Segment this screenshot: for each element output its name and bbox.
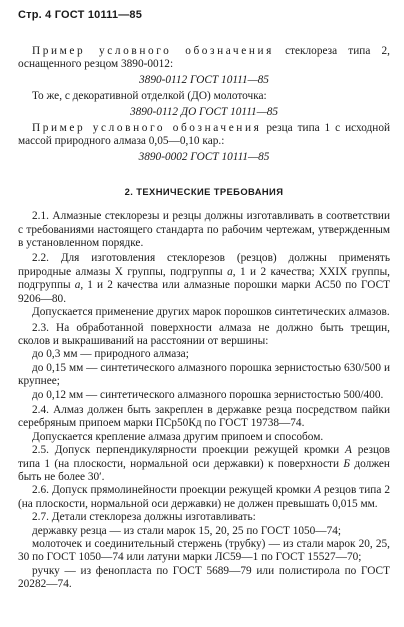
surface-label-b: Б [343, 457, 351, 470]
edge-label-a-2: А [314, 484, 321, 497]
paragraph-2-7-item-1: державку резца — из стали марок 15, 20, 25 по ГОСТ 1050—74; [32, 524, 342, 537]
paragraph-2-2-part-b: , 1 и 2 качества; XXIX группы, подгруппы [18, 265, 390, 292]
paragraph-2-3-item-2: до 0,15 мм — синтетического алмазного порошка зернистостью 630/500 и крупнее; [18, 361, 390, 388]
edge-label-a: А [345, 444, 352, 457]
section-title: 2. ТЕХНИЧЕСКИЕ ТРЕБОВАНИЯ [124, 186, 284, 198]
paragraph-2-7-item-3: ручку — из фенопласта по ГОСТ 5689—79 или полистирола по ГОСТ 20282—74. [18, 564, 390, 591]
paragraph-2-6-part-a: 2.6. Допуск прямолинейности проекции режущей кромки [32, 484, 315, 497]
example-3-text: Пример условного обозначения резца типа 1 с исходной массой природного алмаза 0,05—0,10 кар.: [18, 122, 391, 148]
example-1-text: Пример условного обозначения стеклореза типа 2, оснащенного резцом 3890-0012: [18, 45, 390, 71]
paragraph-2-7: 2.7. Детали стеклореза должны изготавливать: [32, 511, 256, 524]
example-3-formula: 3890-0002 ГОСТ 10111—85 [138, 150, 270, 163]
subgroup-a-1: а [227, 265, 233, 278]
example-1-formula: 3890-0112 ГОСТ 10111—85 [139, 73, 269, 86]
example-2-text: То же, с декоративной отделкой (ДО) молоточка: [32, 90, 267, 103]
paragraph-2-2-part-c: , 1 и 2 качества или алмазные порошки марки АС50 по ГОСТ 9206—80. [18, 279, 391, 305]
paragraph-2-6 [18, 484, 390, 511]
paragraph-2-5 [18, 444, 390, 484]
paragraph-2-4: 2.4. Алмаз должен быть закреплен в державке резца посредством пайки серебряным припоем марки ПСр50Кд по ГОСТ 19738—74. [18, 403, 390, 430]
paragraph-2-2-note: Допускается применение других марок порошков синтетических алмазов. [32, 306, 390, 319]
paragraph-2-5-part-c: должен быть не более 30′. [18, 457, 390, 483]
paragraph-2-3-item-1: до 0,3 мм — природного алмаза; [32, 348, 189, 361]
subgroup-a-2: а [74, 279, 81, 292]
paragraph-2-4-note: Допускается крепление алмаза другим припоем и способом. [32, 430, 324, 443]
paragraph-2-2-part-a: 2.2. Для изготовления стеклорезов (резцов) должны применять природные алмазы X группы, подгруппы [18, 252, 390, 278]
paragraph-2-3-item-3: до 0,12 мм — синтетического алмазного порошка зернистостью 500/400. [32, 388, 384, 401]
example-1-label: Пример условного обозначения [32, 45, 274, 57]
paragraph-2-5-part-a: 2.5. Допуск перпендикулярности проекции режущей кромки [32, 444, 346, 457]
paragraph-2-6-part-b: резцов типа 2 (на плоскости, нормальной оси державки) не должен превышать 0,015 мм. [18, 484, 390, 510]
paragraph-2-7-item-2: молоточек и соединительный стержень (трубку) — из стали марок 20, 25, 30 по ГОСТ 1050—74 или латуни марки ЛС59—1 по ГОСТ 15527—70; [18, 538, 390, 564]
example-3-label: Пример условного обозначения [32, 122, 262, 135]
page-header: Стр. 4 ГОСТ 10111—85 [18, 9, 143, 21]
example-2-formula: 3890-0112 ДО ГОСТ 10111—85 [129, 105, 279, 118]
paragraph-2-2 [18, 252, 390, 306]
paragraph-2-3: 2.3. На обработанной поверхности алмаза не должно быть трещин, сколов и выкрашиваний на расстоянии от вершины: [18, 321, 390, 347]
paragraph-2-1: 2.1. Алмазные стеклорезы и резцы должны изготавливать в соответствии с требованиями настоящего стандарта по рабочим чертежам, утвержденным в установленном порядке. [18, 210, 390, 250]
paragraph-2-5-part-b: резцов типа 1 (на плоскости, нормальной оси державки) к поверхности [18, 444, 390, 470]
